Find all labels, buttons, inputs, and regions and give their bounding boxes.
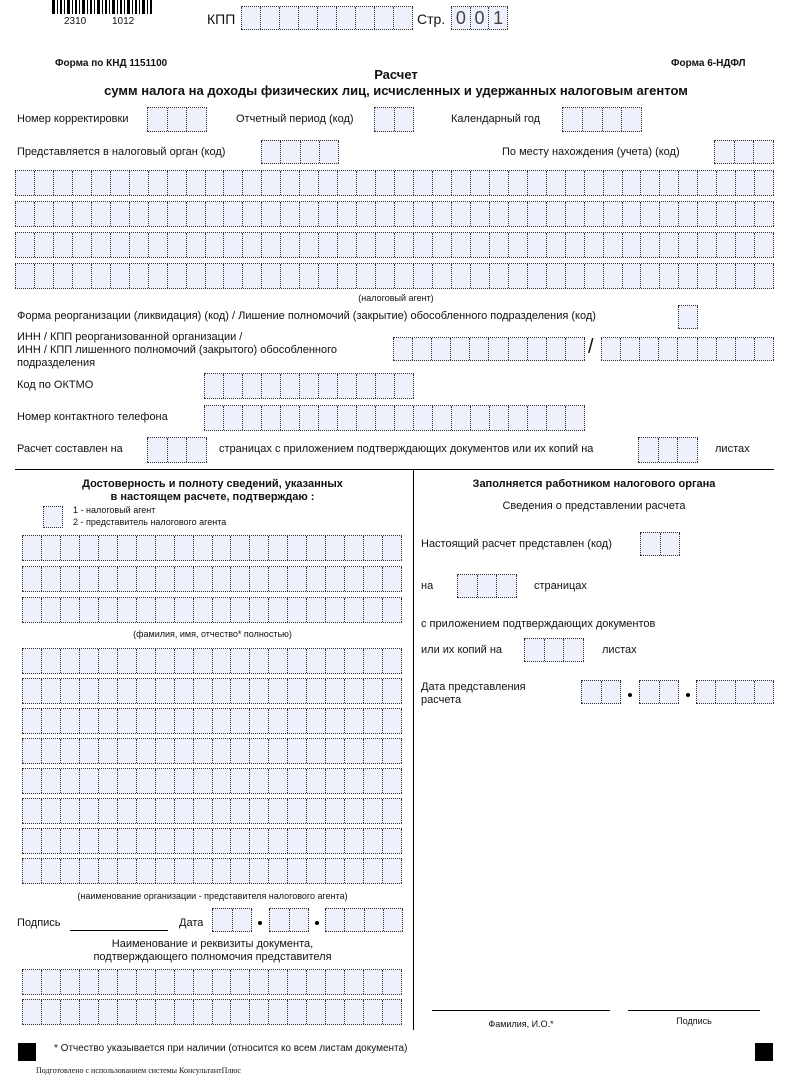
page-digit: 1 (489, 7, 508, 29)
reporting-period-input[interactable] (374, 107, 414, 132)
location-label: По месту нахождения (учета) (код) (502, 146, 680, 158)
inn-kpp-label-line3: подразделения (17, 357, 96, 369)
date-year-input[interactable] (325, 908, 403, 932)
calendar-year-input[interactable] (562, 107, 642, 132)
attach-label: с приложением подтверждающих документов (421, 618, 656, 630)
barcode-number-b: 1012 (112, 16, 135, 27)
org-name-row-1[interactable] (22, 648, 402, 674)
org-name-row-3[interactable] (22, 708, 402, 734)
pages-prefix-label: Расчет составлен на (17, 443, 123, 455)
submission-day-input[interactable] (581, 680, 621, 704)
date-separator (315, 921, 319, 925)
org-caption: (наименование организации - представителя налогового агента) (77, 891, 348, 901)
date-separator (258, 921, 262, 925)
pages-suffix-label: листах (715, 443, 750, 455)
column-divider (413, 469, 414, 1030)
oktmo-input[interactable] (204, 373, 414, 399)
page-title: Расчет (374, 67, 418, 82)
tax-agent-name-row-2[interactable] (15, 201, 774, 227)
location-input[interactable] (714, 140, 774, 164)
kpp-input[interactable] (241, 6, 413, 30)
doc-row-2[interactable] (22, 999, 402, 1025)
correction-number-input[interactable] (147, 107, 207, 132)
sheets-label: листах (602, 644, 637, 656)
org-name-row-2[interactable] (22, 678, 402, 704)
tax-officer-heading: Заполняется работником налогового органа (472, 478, 716, 490)
pages-count-input[interactable] (147, 437, 207, 463)
org-name-row-7[interactable] (22, 828, 402, 854)
pages-label: страницах (534, 580, 587, 592)
inn-input[interactable] (393, 337, 585, 361)
submitted-pages-input[interactable] (457, 574, 517, 598)
page-subtitle: сумм налога на доходы физических лиц, исчисленных и удержанных налоговым агентом (104, 83, 688, 98)
submitted-code-input[interactable] (640, 532, 680, 556)
date-month-input[interactable] (269, 908, 309, 932)
submission-date-label-line1: Дата представления (421, 681, 526, 693)
confirm-heading-line1: Достоверность и полноту сведений, указанных (82, 478, 343, 490)
doc-heading-line1: Наименование и реквизиты документа, (111, 938, 314, 950)
correction-number-label: Номер корректировки (17, 113, 129, 125)
inn-kpp-label-line2: ИНН / КПП лишенного полномочий (закрытого) обособленного (17, 344, 337, 356)
page-number-field (451, 6, 508, 30)
doc-heading-line2: подтверждающего полномочия представителя (93, 951, 332, 963)
fio-row-1[interactable] (22, 535, 402, 561)
reorg-form-input[interactable] (678, 305, 698, 329)
tax-authority-input[interactable] (261, 140, 339, 164)
page-digit: 0 (471, 7, 490, 29)
tax-agent-name-row-4[interactable] (15, 263, 774, 289)
signature-label: Подпись (17, 917, 61, 929)
phone-input[interactable] (204, 405, 585, 431)
footnote: * Отчество указывается при наличии (относится ко всем листам документа) (54, 1043, 408, 1054)
date-label: Дата (179, 917, 204, 929)
tax-authority-label: Представляется в налоговый орган (код) (17, 146, 226, 158)
barcode-number-a: 2310 (64, 16, 87, 27)
signature-line[interactable] (70, 930, 168, 931)
org-name-row-5[interactable] (22, 768, 402, 794)
date-day-input[interactable] (212, 908, 252, 932)
on-label: на (421, 580, 434, 592)
signer-type-input[interactable] (43, 506, 63, 528)
date-separator (628, 693, 632, 697)
corner-marker-left (18, 1043, 36, 1061)
reorg-form-label: Форма реорганизации (ликвидация) (код) / Лишение полномочий (закрытие) обособленного подразделения (код) (17, 310, 596, 322)
copies-count-input[interactable] (524, 638, 584, 662)
oktmo-label: Код по ОКТМО (17, 379, 94, 391)
officer-signature-line[interactable] (628, 1010, 760, 1011)
prepared-note: Подготовлено с использованием системы КонсультантПлюс (36, 1066, 241, 1075)
copies-label: или их копий на (421, 644, 503, 656)
fio-row-3[interactable] (22, 597, 402, 623)
submission-date-label-line2: расчета (421, 694, 462, 706)
phone-label: Номер контактного телефона (17, 411, 168, 423)
fio-caption: (фамилия, имя, отчество* полностью) (133, 629, 292, 639)
submitted-code-label: Настоящий расчет представлен (код) (421, 538, 612, 550)
option-representative: 2 - представитель налогового агента (73, 517, 227, 527)
tax-agent-name-row-3[interactable] (15, 232, 774, 258)
tax-agent-caption: (налоговый агент) (358, 293, 434, 303)
inn-kpp-label-line1: ИНН / КПП реорганизованной организации / (17, 331, 243, 343)
kpp-label: КПП (207, 11, 236, 27)
date-separator (686, 693, 690, 697)
page-digit: 0 (451, 7, 471, 29)
page-label: Стр. (417, 11, 446, 27)
calendar-year-label: Календарный год (451, 113, 541, 125)
confirm-heading-line2: в настоящем расчете, подтверждаю : (110, 491, 315, 503)
submission-subheading: Сведения о представлении расчета (502, 500, 686, 512)
section-divider (15, 469, 774, 470)
doc-row-1[interactable] (22, 969, 402, 995)
reporting-period-label: Отчетный период (код) (236, 113, 354, 125)
submission-year-input[interactable] (696, 680, 774, 704)
form-name: Форма 6-НДФЛ (671, 58, 746, 69)
kpp-reorg-input[interactable] (601, 337, 774, 361)
officer-fio-label: Фамилия, И.О.* (488, 1019, 554, 1029)
pages-middle-label: страницах с приложением подтверждающих документов или их копий на (219, 443, 594, 455)
officer-fio-line[interactable] (432, 1010, 610, 1011)
option-tax-agent: 1 - налоговый агент (73, 505, 156, 515)
org-name-row-8[interactable] (22, 858, 402, 884)
officer-signature-label: Подпись (676, 1016, 712, 1026)
tax-agent-name-row-1[interactable] (15, 170, 774, 196)
org-name-row-4[interactable] (22, 738, 402, 764)
form-knd: Форма по КНД 1151100 (55, 58, 168, 69)
fio-row-2[interactable] (22, 566, 402, 592)
submission-month-input[interactable] (639, 680, 679, 704)
sheets-count-input[interactable] (638, 437, 698, 463)
org-name-row-6[interactable] (22, 798, 402, 824)
corner-marker-right (755, 1043, 773, 1061)
slash-separator: / (588, 336, 594, 358)
